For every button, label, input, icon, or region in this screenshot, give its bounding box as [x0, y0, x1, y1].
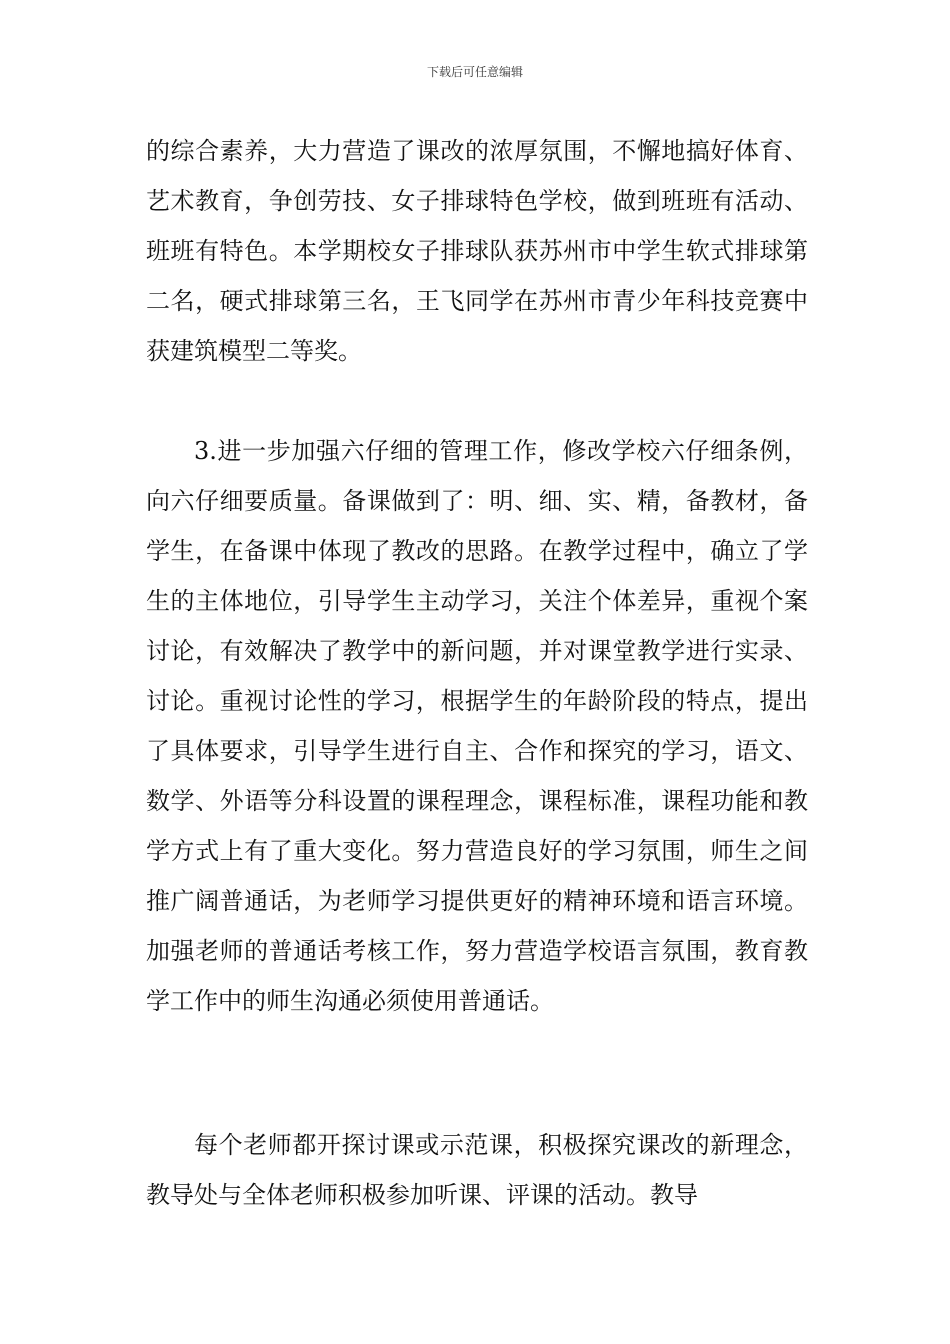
paragraph-3	[146, 1120, 808, 1220]
paragraph-text: 每个老师都开探讨课或示范课，积极探究课改的新理念，教导处与全体老师积极参加听课、评课的活动。教导	[146, 1131, 808, 1209]
paragraph-2	[146, 426, 808, 1026]
paragraph-text: 3.进一步加强六仔细的管理工作，修改学校六仔细条例，向六仔细要质量。备课做到了：明、细、实、精，备教材，备学生，在备课中体现了教改的思路。在教学过程中，确立了学生的主体地位，引导学生主动学习，关注个体差异，重视个案讨论，有效解决了教学中的新问题，并对课堂教学进行实录、讨论。重视讨论性的学习，根据学生的年龄阶段的特点，提出了具体要求，引导学生进行自主、合作和探究的学习，语文、数学、外语等分科设置的课程理念，课程标准，课程功能和教学方式上有了重大变化。努力营造良好的学习氛围，师生之间推广阔普通话，为老师学习提供更好的精神环境和语言环境。加强老师的普通话考核工作，努力营造学校语言氛围，教育教学工作中的师生沟通必须使用普通话。	[146, 437, 808, 1015]
paragraph-1	[146, 126, 808, 376]
paragraph-text: 的综合素养，大力营造了课改的浓厚氛围，不懈地搞好体育、艺术教育，争创劳技、女子排球特色学校，做到班班有活动、班班有特色。本学期校女子排球队获苏州市中学生软式排球第二名，硬式排球第三名，王飞同学在苏州市青少年科技竞赛中获建筑模型二等奖。	[146, 137, 808, 365]
page-header: 下载后可任意编辑	[426, 65, 523, 79]
